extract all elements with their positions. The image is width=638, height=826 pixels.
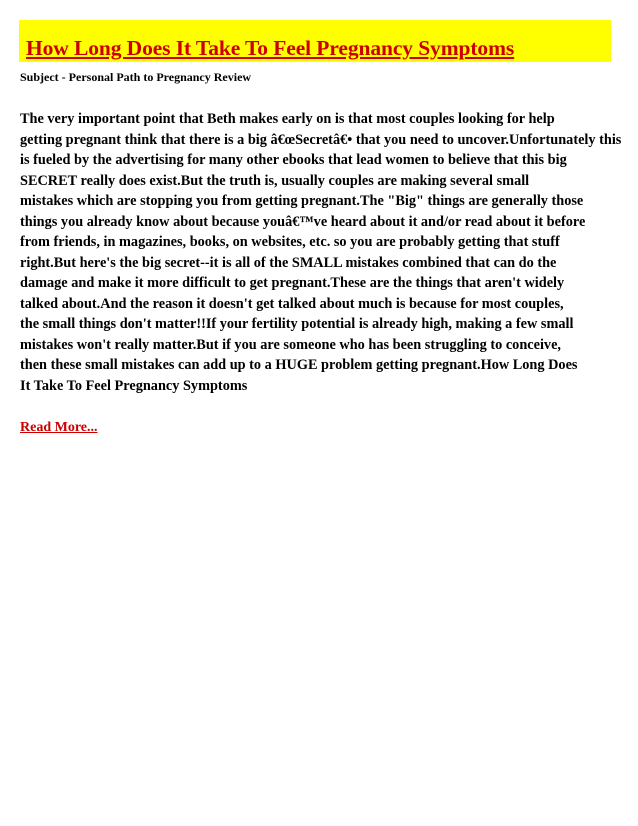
- article-body: [20, 109, 638, 396]
- body-line: from friends, in magazines, books, on websites, etc. so you are probably getting that stuff: [20, 234, 560, 250]
- body-line: things you already know about because youâ€™ve heard about it and/or read about it before: [20, 213, 586, 230]
- body-line: right.But here's the big secret--it is all of the SMALL mistakes combined that can do the: [20, 254, 557, 271]
- body-line: then these small mistakes can add up to a HUGE problem getting pregnant.How Long Does: [20, 357, 578, 373]
- body-line: the small things don't matter!!If your fertility potential is already high, making a few small: [20, 316, 574, 332]
- body-line: is fueled by the advertising for many other ebooks that lead women to believe that this big: [20, 152, 567, 168]
- body-line: SECRET really does exist.But the truth is, usually couples are making several small: [20, 172, 530, 189]
- body-line: The very important point that Beth makes early on is that most couples looking for help: [20, 111, 555, 127]
- read-more-link[interactable]: Read More...: [20, 420, 98, 435]
- subject-line: Subject - Personal Path to Pregnancy Review: [20, 70, 252, 84]
- title-banner: [19, 20, 611, 62]
- body-line: mistakes which are stopping you from getting pregnant.The "Big" things are generally those: [20, 193, 584, 209]
- body-line: mistakes won't really matter.But if you are someone who has been struggling to conceive,: [20, 336, 561, 353]
- body-line: damage and make it more difficult to get pregnant.These are the things that aren't widely: [20, 275, 565, 291]
- body-line: It Take To Feel Pregnancy Symptoms: [20, 377, 248, 394]
- body-line: talked about.And the reason it doesn't get talked about much is because for most couples,: [20, 295, 564, 312]
- page-title-link[interactable]: How Long Does It Take To Feel Pregnancy Symptoms: [26, 36, 515, 60]
- body-line: getting pregnant think that there is a big â€œSecretâ€• that you need to uncover.Unfortunately this: [20, 131, 622, 148]
